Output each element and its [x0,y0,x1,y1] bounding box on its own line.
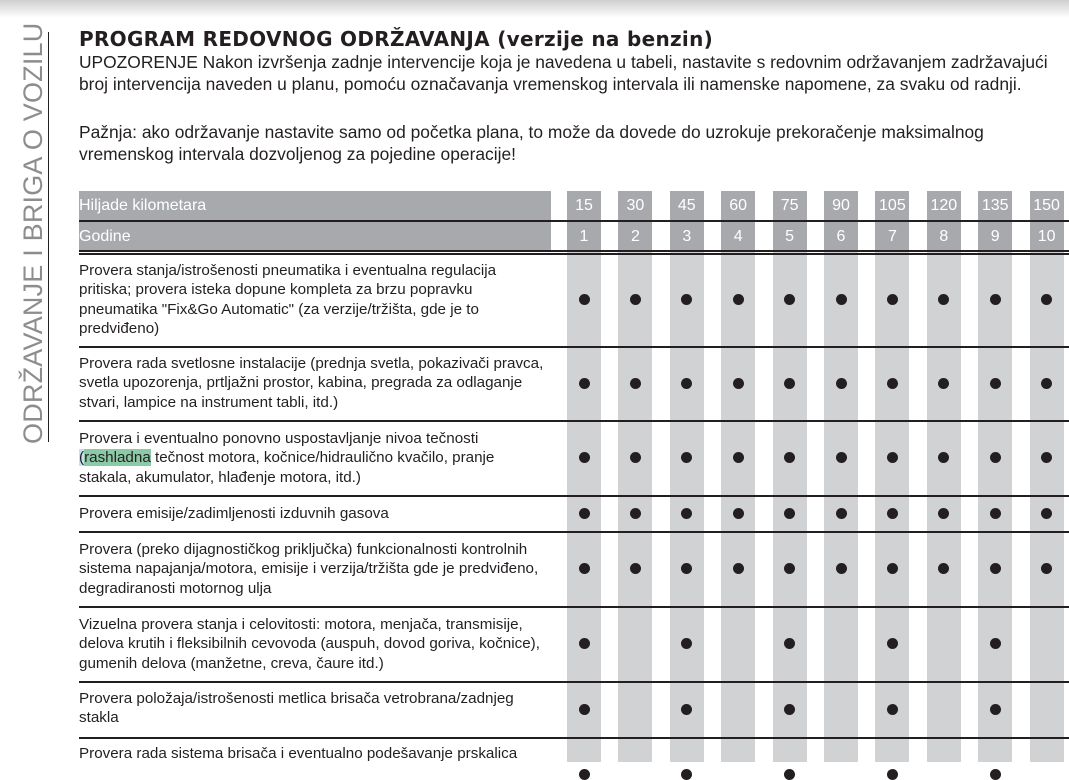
maintenance-dot-icon [733,452,744,463]
maintenance-dot-icon [784,294,795,305]
maintenance-dot-icon [938,294,949,305]
table-row-description: Provera rada svetlosne instalacije (prednja svetla, pokazivači pravca, svetla upozorenja, prtljažni prostor, kabina, pregrada za odlaganje stvari, lampice na instrument tabli, itd.) [79,355,544,411]
row-text-rest: tečnost motora, kočnice/hidraulično kvačilo, pranje stakala, akumulator, hlađenje motora, itd.) [79,449,495,486]
maintenance-dot-icon [733,378,744,389]
maintenance-dot-icon [836,452,847,463]
maintenance-dot-icon [733,563,744,574]
km-value: 30 [626,197,645,214]
maintenance-dot-icon [579,704,590,715]
km-value: 45 [677,197,696,214]
maintenance-dot-icon [836,508,847,519]
row-divider [79,606,1069,608]
maintenance-dot-icon [836,294,847,305]
row-divider [79,420,1069,422]
table-row-description: Vizuelna provera stanja i celovitosti: motora, menjača, transmisije, delova krutih i fleksibilnih cevovoda (auspuh, dovod goriva, kočnice), gumenih delova (manžetne, creva, čaure itd.) [79,616,540,672]
maintenance-dot-icon [681,769,692,780]
maintenance-table [79,191,1069,762]
header-km-text: Hiljade kilometara [79,197,207,214]
km-value: 120 [930,197,958,214]
maintenance-dot-icon [887,294,898,305]
column-shade [978,191,1012,762]
maintenance-dot-icon [887,508,898,519]
maintenance-dot-icon [990,508,1001,519]
maintenance-dot-icon [887,704,898,715]
maintenance-dot-icon [579,563,590,574]
maintenance-dot-icon [630,452,641,463]
year-value: 8 [939,228,949,245]
selected-text[interactable]: ( [79,449,85,467]
maintenance-dot-icon [733,508,744,519]
year-value: 3 [682,228,692,245]
maintenance-dot-icon [990,704,1001,715]
maintenance-dot-icon [579,508,590,519]
row-divider [79,681,1069,683]
header-km-label [79,191,551,220]
column-shade [875,191,909,762]
maintenance-dot-icon [1041,378,1052,389]
row-divider [79,495,1069,497]
km-value: 90 [832,197,850,214]
table-row-description: Provera (preko dijagnostičkog priključka) funkcionalnosti kontrolnih sistema napajanja/motora, emisije i verzija/tržišta gde je predviđeno, degradiranosti motornog ulja [79,541,539,597]
year-value: 10 [1037,228,1056,245]
maintenance-dot-icon [784,378,795,389]
column-shade [927,191,961,762]
row-divider [79,737,1069,739]
page-title: PROGRAM REDOVNOG ODRŽAVANJA (verzije na benzin) [79,27,714,51]
header-bottom-rule [79,250,1069,252]
km-value: 150 [1033,197,1060,214]
header-years-label [79,222,551,251]
maintenance-dot-icon [1041,294,1052,305]
column-shade [773,191,807,762]
note-paragraph: Pažnja: ako održavanje nastavite samo od početka plana, to može da dovede do uzrokuje prekoračenje maksimalnog vremenskog intervala dozvoljenog za pojedine operacije! [79,122,984,164]
maintenance-dot-icon [784,508,795,519]
header-divider [79,220,1069,222]
row-text-line1: Provera i eventualno ponovno uspostavljanje nivoa tečnosti [79,430,479,447]
km-value: 135 [981,197,1009,214]
column-shade [567,191,601,762]
column-shade [1030,191,1064,762]
maintenance-dot-icon [784,769,795,780]
column-shade [670,191,704,762]
maintenance-dot-icon [681,294,692,305]
maintenance-dot-icon [1041,508,1052,519]
maintenance-dot-icon [990,563,1001,574]
table-row-description: Provera položaja/istrošenosti metlica brisača vetrobrana/zadnjeg stakla [79,690,514,727]
maintenance-dot-icon [579,769,590,780]
row-divider [79,531,1069,533]
year-value: 9 [990,228,1000,245]
maintenance-dot-icon [630,378,641,389]
header-bottom-rule-2 [79,253,1069,255]
section-side-label: ODRŽAVANJE I BRIGA O VOZILU [18,22,48,444]
year-value: 1 [579,228,589,245]
table-row-description: Provera emisije/zadimljenosti izduvnih gasova [79,505,389,522]
row-divider [79,346,1069,348]
table-row-description [79,429,549,487]
maintenance-dot-icon [579,638,590,649]
maintenance-dot-icon [836,563,847,574]
maintenance-dot-icon [990,452,1001,463]
maintenance-dot-icon [887,378,898,389]
year-value: 6 [836,228,846,245]
km-value: 75 [780,197,799,214]
side-divider [48,32,49,442]
maintenance-dot-icon [733,294,744,305]
maintenance-dot-icon [579,294,590,305]
year-value: 2 [630,228,640,245]
highlighted-text[interactable]: rashladna [84,449,151,467]
maintenance-dot-icon [887,563,898,574]
km-value: 105 [879,197,906,214]
column-shade [721,191,755,762]
year-value: 7 [887,228,897,245]
maintenance-dot-icon [630,294,641,305]
maintenance-dot-icon [938,508,949,519]
maintenance-dot-icon [990,378,1001,389]
top-shade [0,0,1069,18]
maintenance-dot-icon [836,378,847,389]
maintenance-dot-icon [887,769,898,780]
year-value: 4 [733,228,743,245]
maintenance-dot-icon [681,508,692,519]
maintenance-dot-icon [630,508,641,519]
maintenance-dot-icon [990,294,1001,305]
header-years-text: Godine [79,228,131,245]
maintenance-dot-icon [681,704,692,715]
maintenance-dot-icon [990,769,1001,780]
table-row-description: Provera stanja/istrošenosti pneumatika i eventualna regulacija pritiska; provera isteka dopune kompleta za brzu popravku pneumatika "Fix&Go Automatic" (za verzije/tržišta, gde je to predviđeno) [79,262,497,337]
maintenance-dot-icon [630,563,641,574]
maintenance-dot-icon [579,378,590,389]
maintenance-dot-icon [990,638,1001,649]
year-value: 5 [785,228,795,245]
km-value: 60 [729,197,748,214]
maintenance-dot-icon [887,638,898,649]
maintenance-dot-icon [887,452,898,463]
table-row-description: Provera rada sistema brisača i eventualno podešavanje prskalica [79,745,518,762]
maintenance-dot-icon [579,452,590,463]
column-shade [824,191,858,762]
column-shade [618,191,652,762]
maintenance-dot-icon [681,378,692,389]
km-value: 15 [575,197,593,214]
warning-paragraph: UPOZORENJE Nakon izvršenja zadnje intervencije koja je navedena u tabeli, nastavite s redovnim održavanjem zadržavajući broj intervencija naveden u planu, pomoću označavanja vremenskog intervala ili namenske napomene, za svaku od radnji. [79,52,1048,94]
maintenance-dot-icon [938,378,949,389]
maintenance-dot-icon [784,704,795,715]
